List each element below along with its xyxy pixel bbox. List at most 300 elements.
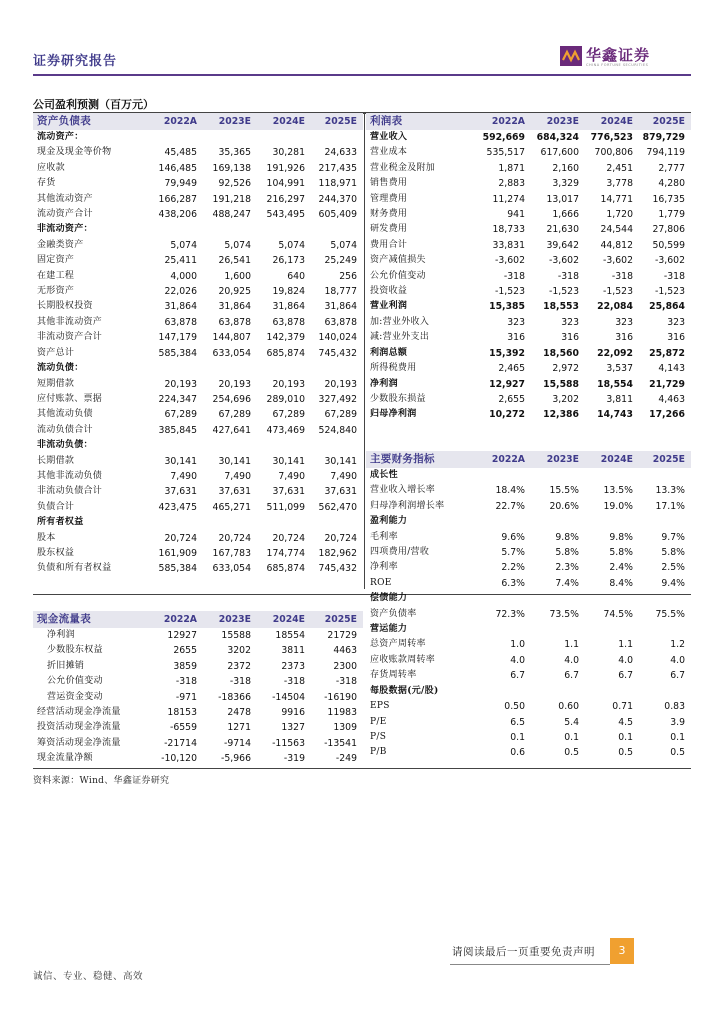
row-value: 216,297	[266, 193, 305, 205]
row-label: 资产负债率	[370, 608, 417, 619]
row-value: 24,544	[600, 224, 633, 236]
row-label: 非流动资产：	[37, 224, 93, 235]
row-value: 2.3%	[555, 562, 579, 574]
financial-indicators-table	[366, 451, 691, 761]
row-value: 37,631	[324, 486, 357, 498]
table-row	[33, 531, 363, 546]
row-value: 50,599	[652, 239, 685, 251]
row-value: 0.1	[670, 731, 685, 743]
year-header: 2024E	[585, 113, 639, 130]
row-value	[257, 515, 311, 530]
row-value: 6.3%	[501, 577, 525, 589]
row-value: 31,864	[218, 301, 251, 313]
row-value: 2.5%	[661, 562, 685, 574]
table-vertical-divider	[364, 112, 365, 589]
page-number: 3	[610, 938, 634, 964]
row-value	[311, 515, 363, 530]
year-header: 2022A	[479, 451, 531, 468]
row-value: 2478	[227, 707, 251, 719]
table-row	[33, 454, 363, 469]
year-header: 2023E	[203, 113, 257, 130]
row-value: 543,495	[266, 209, 305, 221]
row-value	[479, 591, 531, 606]
row-value: 224,347	[158, 393, 197, 405]
row-value: 6.5	[510, 716, 525, 728]
row-value: 18554	[275, 630, 305, 641]
row-value	[257, 361, 311, 376]
row-value	[639, 468, 691, 483]
year-header: 2025E	[639, 113, 691, 130]
row-value: 9916	[281, 707, 305, 719]
row-value: 15,588	[543, 378, 579, 390]
report-header-title: 证券研究报告	[33, 54, 118, 69]
row-value: 535,517	[486, 147, 525, 159]
row-value: -249	[335, 753, 357, 765]
row-label: 筹资活动现金净流量	[37, 737, 121, 748]
table-header-row	[33, 113, 363, 130]
row-label: 流动资产合计	[37, 209, 93, 220]
row-value: 25,864	[649, 301, 685, 313]
table-row	[33, 705, 363, 720]
row-value: 3.9	[670, 716, 685, 728]
row-value: 16,735	[652, 193, 685, 205]
year-header: 2024E	[257, 113, 311, 130]
table-title: 资产负债表	[33, 113, 151, 130]
row-value: 640	[287, 270, 305, 282]
row-value	[257, 438, 311, 453]
row-value: 1271	[227, 722, 251, 734]
row-value	[479, 514, 531, 529]
row-value: 191,926	[266, 162, 305, 174]
row-value: 15,385	[489, 301, 525, 313]
year-header: 2025E	[311, 113, 363, 130]
row-value: 8.4%	[609, 577, 633, 589]
row-value: 45,485	[164, 147, 197, 159]
row-value: -318	[663, 270, 685, 282]
row-value: 30,141	[272, 455, 305, 467]
year-header: 2024E	[257, 611, 311, 628]
row-value: 685,874	[266, 347, 305, 359]
table-row	[366, 483, 691, 498]
table-header-row	[366, 451, 691, 468]
row-value: 13.3%	[655, 485, 685, 497]
row-value: 1.1	[564, 639, 579, 651]
table-row	[366, 499, 691, 514]
row-value: 72.3%	[495, 608, 525, 620]
row-label: 营运能力	[370, 624, 408, 635]
row-value: 15588	[221, 630, 251, 641]
row-label: 长期股权投资	[37, 301, 93, 312]
row-value: 19.0%	[603, 500, 633, 512]
table-row	[366, 591, 691, 606]
row-label: 非流动资产合计	[37, 332, 103, 343]
row-value: 2,777	[658, 162, 685, 174]
row-value: 7.4%	[555, 577, 579, 589]
table-row	[366, 222, 691, 237]
row-value: 22,026	[164, 286, 197, 298]
row-value: 217,435	[318, 162, 357, 174]
table-row	[366, 130, 691, 145]
row-value: 5.4	[564, 716, 579, 728]
row-value: -21714	[164, 737, 197, 749]
row-value: 9.8%	[555, 531, 579, 543]
row-value: 0.6	[510, 747, 525, 759]
table-header-row	[33, 611, 363, 628]
row-value: 700,806	[594, 147, 633, 159]
row-value	[311, 438, 363, 453]
row-value: 323	[667, 316, 685, 328]
row-value: 592,669	[482, 132, 525, 143]
row-label: 负债合计	[37, 501, 75, 512]
row-value: 44,812	[600, 239, 633, 251]
row-value: 9.4%	[661, 577, 685, 589]
footer-disclaimer[interactable]: 请阅读最后一页重要免责声明	[452, 946, 595, 958]
year-header: 2023E	[531, 113, 585, 130]
table-row	[33, 407, 363, 422]
table-row	[366, 238, 691, 253]
table-title: 主要财务指标	[366, 451, 479, 468]
section-title: 公司盈利预测（百万元）	[33, 98, 154, 111]
row-value: 254,696	[212, 393, 251, 405]
row-label: 营运资金变动	[47, 691, 103, 702]
balance-sheet-table	[33, 113, 363, 577]
table-title: 现金流量表	[33, 611, 151, 628]
row-label: 成长性	[370, 470, 398, 480]
row-value: -318	[557, 270, 579, 282]
year-header: 2025E	[639, 451, 691, 468]
row-value: 11983	[327, 707, 357, 719]
row-label: 归母净利润	[370, 409, 417, 420]
row-label: 资产减值损失	[370, 255, 426, 266]
table-row	[33, 751, 363, 766]
row-value: 20.6%	[549, 500, 579, 512]
row-value: 684,324	[536, 132, 579, 143]
row-value: 14,771	[600, 193, 633, 205]
row-value	[479, 622, 531, 637]
table-row	[366, 330, 691, 345]
row-value: 633,054	[212, 347, 251, 359]
row-value: 18,553	[543, 301, 579, 313]
row-value: -318	[503, 270, 525, 282]
row-value: -318	[175, 676, 197, 688]
row-value: 118,971	[318, 178, 357, 190]
row-value: -9714	[223, 737, 251, 749]
row-label: 少数股东损益	[370, 393, 426, 404]
row-label: 加:营业外收入	[370, 316, 430, 327]
table-row	[366, 684, 691, 699]
row-value: 2,451	[606, 162, 633, 174]
table-title: 利润表	[366, 113, 479, 130]
row-label: 股本	[37, 532, 56, 543]
row-label: 负债和所有者权益	[37, 563, 112, 574]
row-value	[585, 591, 639, 606]
row-value: 22,084	[597, 301, 633, 313]
row-value	[479, 468, 531, 483]
year-header: 2022A	[479, 113, 531, 130]
row-value: 63,878	[164, 316, 197, 328]
table-row	[33, 361, 363, 376]
row-value: 1,600	[224, 270, 251, 282]
row-value: 63,878	[218, 316, 251, 328]
row-value: 30,141	[218, 455, 251, 467]
row-value: 5.8%	[609, 547, 633, 559]
row-value: 147,179	[158, 332, 197, 344]
row-value: 104,991	[266, 178, 305, 190]
table-row	[33, 330, 363, 345]
row-value: 3202	[227, 645, 251, 657]
row-label: 所得税费用	[370, 363, 417, 374]
footer-motto: 诚信、专业、稳健、高效	[33, 971, 144, 982]
header-divider	[33, 74, 691, 76]
row-label: 营业收入增长率	[370, 485, 436, 496]
row-value: 244,370	[318, 193, 357, 205]
row-value	[585, 684, 639, 699]
row-value: 1.2	[670, 639, 685, 651]
row-label: 其他非流动负债	[37, 470, 103, 481]
row-value	[639, 514, 691, 529]
table-row	[33, 176, 363, 191]
row-value: -318	[283, 676, 305, 688]
row-value	[257, 130, 311, 145]
row-value	[203, 361, 257, 376]
row-value: -5,966	[221, 753, 251, 765]
row-value: 423,475	[158, 501, 197, 513]
row-value: 17.1%	[655, 500, 685, 512]
table-row	[33, 346, 363, 361]
row-value: 1.0	[510, 639, 525, 651]
row-value: 30,141	[164, 455, 197, 467]
row-value: 1,666	[552, 209, 579, 221]
row-value: 4,143	[658, 363, 685, 375]
row-label: 营业税金及附加	[370, 162, 436, 173]
row-value: 879,729	[642, 132, 685, 143]
row-value	[639, 591, 691, 606]
row-value: 20,193	[218, 378, 251, 390]
row-value: 3859	[173, 660, 197, 672]
row-label: 存货	[37, 178, 56, 189]
row-label: 偿债能力	[370, 593, 408, 604]
row-label: 固定资产	[37, 255, 75, 266]
row-value: 316	[561, 332, 579, 344]
row-value: 14,743	[597, 409, 633, 421]
row-value: 7,490	[330, 470, 357, 482]
table-row	[366, 699, 691, 714]
table-row	[33, 192, 363, 207]
table-row	[366, 514, 691, 529]
row-value: 18,560	[543, 347, 579, 359]
table-row	[33, 269, 363, 284]
row-value: 35,365	[218, 147, 251, 159]
row-label: P/S	[370, 731, 387, 742]
row-value	[203, 130, 257, 145]
row-value: 7,490	[224, 470, 251, 482]
row-value: 4,000	[170, 270, 197, 282]
row-value	[311, 130, 363, 145]
row-value: 37,631	[272, 486, 305, 498]
row-value: 256	[339, 270, 357, 282]
row-value: 20,925	[218, 286, 251, 298]
row-label: 少数股东权益	[47, 645, 103, 656]
row-value: 22.7%	[495, 500, 525, 512]
row-value: 9.8%	[609, 531, 633, 543]
row-value: -318	[229, 676, 251, 688]
row-label: 费用合计	[370, 239, 408, 250]
row-value	[311, 361, 363, 376]
row-label: 现金及现金等价物	[37, 147, 112, 158]
row-value: 2,160	[552, 162, 579, 174]
table-row	[366, 715, 691, 730]
row-value: 67,289	[324, 409, 357, 421]
year-header: 2023E	[531, 451, 585, 468]
row-value: -6559	[169, 722, 197, 734]
logo-text: 华鑫证券	[586, 46, 651, 64]
row-value: 11,274	[492, 193, 525, 205]
row-value: 18153	[167, 707, 197, 719]
row-label: 利润总额	[370, 347, 408, 358]
table-row	[33, 500, 363, 515]
row-value: -11563	[272, 737, 305, 749]
year-header: 2022A	[151, 113, 203, 130]
row-value: 488,247	[212, 209, 251, 221]
table-row	[33, 628, 363, 643]
row-value: 385,845	[158, 424, 197, 436]
table-row	[366, 545, 691, 560]
row-value: 3,778	[606, 178, 633, 190]
row-label: 营业收入	[370, 132, 408, 142]
table-row	[366, 745, 691, 760]
table-row	[33, 377, 363, 392]
row-value: 776,523	[590, 132, 633, 143]
row-value	[203, 438, 257, 453]
table-row	[366, 192, 691, 207]
row-value: 18,777	[324, 286, 357, 298]
row-value: 24,633	[324, 147, 357, 159]
row-value: 18,554	[597, 378, 633, 390]
row-label: 销售费用	[370, 178, 408, 189]
table-row	[366, 392, 691, 407]
row-value: 1309	[333, 722, 357, 734]
row-label: 现金流量净额	[37, 753, 93, 764]
table-row	[366, 653, 691, 668]
row-value: 5.8%	[555, 547, 579, 559]
row-label: 毛利率	[370, 531, 398, 542]
row-value: 161,909	[158, 547, 197, 559]
table-row	[33, 207, 363, 222]
row-value: 438,206	[158, 209, 197, 221]
table-row	[366, 315, 691, 330]
table-row	[366, 377, 691, 392]
row-value: 12,386	[543, 409, 579, 421]
row-value: 6.7	[670, 670, 685, 682]
row-value: 617,600	[540, 147, 579, 159]
row-value: -1,523	[655, 286, 685, 298]
row-value: 169,138	[212, 162, 251, 174]
table-row	[33, 484, 363, 499]
table-row	[366, 530, 691, 545]
row-value: 323	[507, 316, 525, 328]
row-label: 营业利润	[370, 301, 408, 312]
row-value: 941	[507, 209, 525, 221]
row-value: 25,872	[649, 347, 685, 359]
row-value: 745,432	[318, 347, 357, 359]
table-row	[33, 284, 363, 299]
row-value: 31,864	[164, 301, 197, 313]
table-row	[33, 515, 363, 530]
row-value: 10,272	[489, 409, 525, 421]
table-bottom-border	[33, 768, 691, 769]
row-value: 6.7	[564, 670, 579, 682]
row-value: 27,806	[652, 224, 685, 236]
row-value: 5,074	[330, 239, 357, 251]
row-value	[151, 130, 203, 145]
row-value: 30,281	[272, 147, 305, 159]
row-value: -18366	[218, 691, 251, 703]
row-label: 净利率	[370, 562, 398, 573]
data-source-note: 资料来源：Wind、华鑫证券研究	[33, 776, 170, 786]
row-value: 21,630	[546, 224, 579, 236]
row-label: 流动负债合计	[37, 424, 93, 435]
row-value: 144,807	[212, 332, 251, 344]
income-statement-table	[366, 113, 691, 423]
row-label: 流动负债：	[37, 363, 84, 374]
row-value: 67,289	[272, 409, 305, 421]
row-value: 167,783	[212, 547, 251, 559]
table-row	[366, 576, 691, 591]
row-value: 0.71	[612, 701, 633, 713]
table-row	[366, 299, 691, 314]
row-label: 长期借款	[37, 455, 75, 466]
row-value	[531, 684, 585, 699]
row-value: 15,392	[489, 347, 525, 359]
row-value: 2372	[227, 660, 251, 672]
row-label: EPS	[370, 701, 390, 712]
row-value: 794,119	[646, 147, 685, 159]
row-label: 存货周转率	[370, 670, 417, 681]
row-value	[311, 222, 363, 237]
row-value: 4.0	[564, 654, 579, 666]
row-value: 6.7	[510, 670, 525, 682]
row-value: -318	[611, 270, 633, 282]
row-value: 9.6%	[501, 531, 525, 543]
row-label: 管理费用	[370, 193, 408, 204]
table-row	[33, 130, 363, 145]
row-value: 18.4%	[495, 485, 525, 497]
table-row	[33, 315, 363, 330]
row-value: 13.5%	[603, 485, 633, 497]
row-value: 585,384	[158, 347, 197, 359]
row-value: 6.7	[618, 670, 633, 682]
row-value: 67,289	[218, 409, 251, 421]
row-value: 0.60	[558, 701, 579, 713]
row-value: 316	[615, 332, 633, 344]
row-value: 33,831	[492, 239, 525, 251]
row-value: 2.2%	[501, 562, 525, 574]
row-label: 非流动负债合计	[37, 486, 103, 497]
row-label: 每股数据(元/股)	[370, 685, 439, 696]
row-value	[203, 515, 257, 530]
row-value: 75.5%	[655, 608, 685, 620]
row-value: 30,141	[324, 455, 357, 467]
row-value: 146,485	[158, 162, 197, 174]
row-label: 其他流动资产	[37, 193, 93, 204]
row-value: 289,010	[266, 393, 305, 405]
row-value: 685,874	[266, 563, 305, 575]
row-value	[585, 468, 639, 483]
row-value: 20,724	[324, 532, 357, 544]
cash-flow-table	[33, 611, 363, 767]
row-value: 1,871	[498, 162, 525, 174]
row-value	[531, 468, 585, 483]
